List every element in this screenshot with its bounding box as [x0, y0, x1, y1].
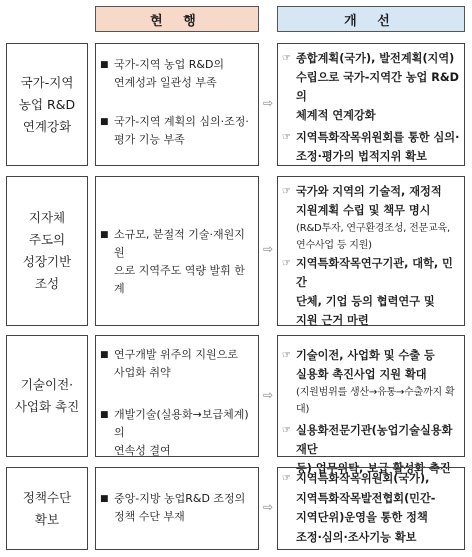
improvement-item: ☞ 실용화전문기관(농업기술실용화재단 등) 업무위탁, 보급 활성화 촉진 — [282, 421, 460, 478]
category-cell-4: 정책수단 확보 — [6, 467, 88, 550]
current-item: ■ 중앙-지방 농업R&D 조정의 정책 수단 부재 — [100, 490, 252, 526]
improvement-item: ☞ 지역특화작목위원회를 통한 심의· 조정·평가의 법적지위 확보 — [282, 128, 460, 166]
right-arrow-icon: ⇨ — [262, 388, 274, 402]
improvement-item: ☞ 지역특화작목위원회(국가), 지역특화작목발전협회(민간- 지역단위)운영을 통한 정책 조정·심의·조사기능 확보 — [282, 469, 460, 547]
improvement-item: ☞ 지역특화작목연구기관, 대학, 민간 단체, 기업 등의 협력연구 및 지원 근거 마련 — [282, 254, 460, 330]
category-cell-2: 지자체 주도의 성장기반 조성 — [6, 176, 88, 326]
pointing-hand-bullet-icon: ☞ — [282, 425, 291, 436]
category-cell-3: 기술이전· 사업화 촉진 — [6, 335, 88, 457]
right-arrow-icon: ⇨ — [262, 96, 274, 110]
improvement-header: 개 선 — [277, 6, 465, 32]
current-header: 현 행 — [95, 6, 259, 32]
improvement-note: (지원범위를 생산→유통→수출까지 확대) — [296, 387, 455, 415]
current-item: ■ 개발기술(실용화→보급체계)의 연속성 결여 — [100, 406, 252, 460]
black-square-bullet-icon: ■ — [100, 350, 109, 360]
improvement-note: (R&D투자, 연구환경조성, 전문교육, 연수사업 등 지원) — [296, 223, 450, 251]
right-arrow-icon: ⇨ — [262, 500, 274, 514]
black-square-bullet-icon: ■ — [100, 410, 109, 420]
black-square-bullet-icon: ■ — [100, 230, 109, 240]
pointing-hand-bullet-icon: ☞ — [282, 53, 291, 64]
pointing-hand-bullet-icon: ☞ — [282, 473, 291, 484]
pointing-hand-bullet-icon: ☞ — [282, 132, 291, 143]
current-cell-1 — [95, 43, 259, 166]
current-item: ■ 연구개발 위주의 지원으로 사업화 취약 — [100, 346, 252, 382]
pointing-hand-bullet-icon: ☞ — [282, 350, 291, 361]
pointing-hand-bullet-icon: ☞ — [282, 186, 291, 197]
category-cell-1: 국가-지역 농업 R&D 연계강화 — [6, 43, 88, 166]
current-cell-2 — [95, 176, 259, 326]
pointing-hand-bullet-icon: ☞ — [282, 258, 291, 269]
black-square-bullet-icon: ■ — [100, 117, 109, 127]
black-square-bullet-icon: ■ — [100, 494, 109, 504]
current-item: ■ 국가-지역 농업 R&D의 연계성과 일관성 부족 — [100, 56, 252, 92]
improvement-cell-2 — [277, 176, 465, 326]
right-arrow-icon: ⇨ — [262, 242, 274, 256]
improvement-item: ☞ 기술이전, 사업화 및 수출 등 실용화 촉진사업 지원 확대 — [282, 346, 460, 384]
improvement-cell-4 — [277, 467, 465, 550]
improvement-cell-1 — [277, 43, 465, 166]
current-cell-4 — [95, 467, 259, 550]
current-item: ■ 소규모, 분절적 기술·재원지원 으로 지역주도 역량 발휘 한계 — [100, 226, 252, 298]
improvement-item: ☞ 국가와 지역의 기술적, 재정적 지원계획 수립 및 책무 명시 — [282, 182, 460, 220]
current-item: ■ 국가-지역 계획의 심의·조정· 평가 기능 부족 — [100, 113, 252, 149]
black-square-bullet-icon: ■ — [100, 60, 109, 70]
improvement-cell-3 — [277, 335, 465, 475]
current-cell-3 — [95, 335, 259, 457]
improvement-item: ☞ 종합계획(국가), 발전계획(지역) 수립으로 국가-지역간 농업 R&D의 체계적 연계강화 — [282, 49, 460, 125]
